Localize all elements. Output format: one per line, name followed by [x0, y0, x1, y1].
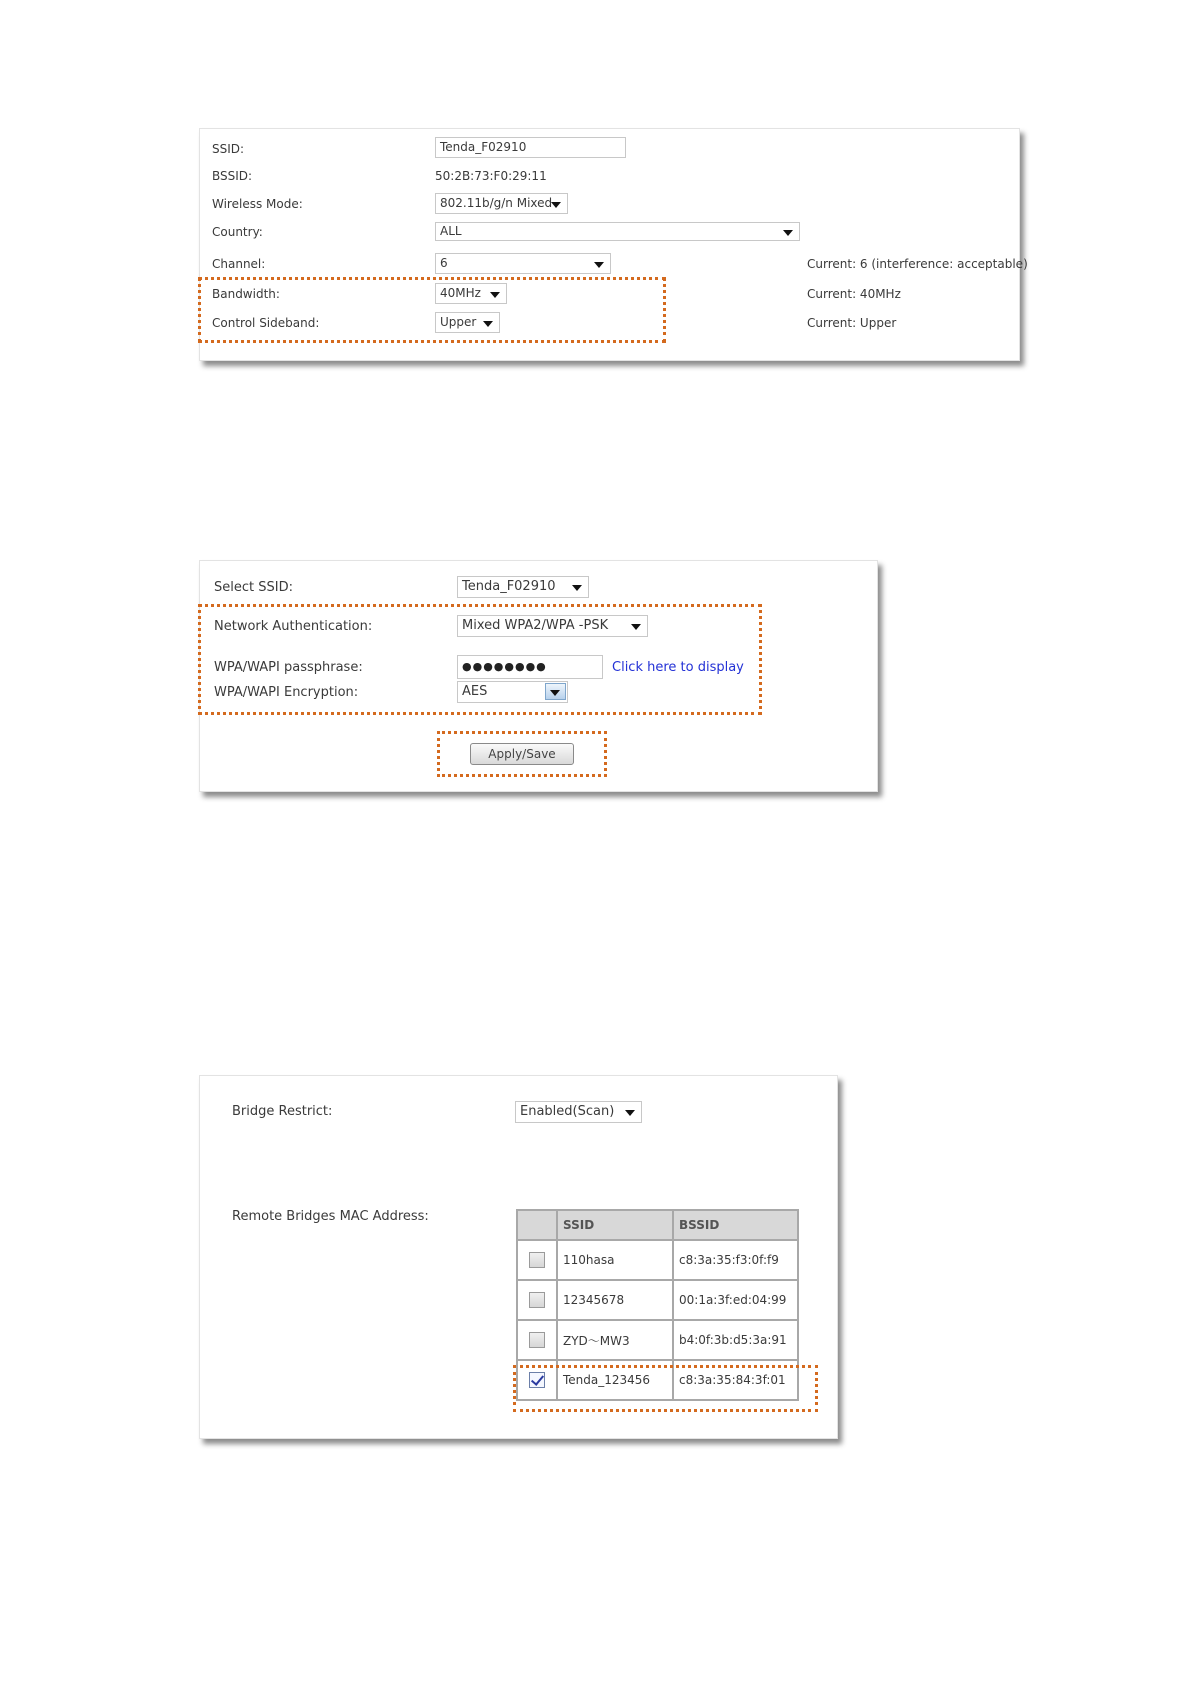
select-ssid-label: Select SSID:	[214, 580, 293, 595]
row-bssid: 00:1a:3f:ed:04:99	[673, 1280, 798, 1320]
bssid-column-header: BSSID	[673, 1210, 798, 1240]
network-authentication-value: Mixed WPA2/WPA -PSK	[462, 618, 609, 633]
channel-value: 6	[440, 256, 448, 270]
control-sideband-value: Upper	[440, 315, 477, 329]
row-ssid: ZYD～MW3	[557, 1320, 673, 1360]
chevron-down-icon	[783, 230, 793, 236]
bandwidth-value: 40MHz	[440, 286, 481, 300]
bridge-restrict-label: Bridge Restrict:	[232, 1104, 333, 1119]
ssid-column-header: SSID	[557, 1210, 673, 1240]
display-passphrase-link[interactable]: Click here to display	[612, 660, 744, 675]
bandwidth-label: Bandwidth:	[212, 287, 280, 301]
row-checkbox[interactable]	[529, 1292, 545, 1308]
row-checkbox[interactable]	[529, 1252, 545, 1268]
control-sideband-label: Control Sideband:	[212, 316, 320, 330]
ssid-input[interactable]: Tenda_F02910	[435, 137, 626, 158]
encryption-label: WPA/WAPI Encryption:	[214, 685, 359, 700]
row-select-cell	[517, 1280, 557, 1320]
apply-save-button[interactable]: Apply/Save	[470, 743, 574, 765]
country-value: ALL	[440, 224, 462, 238]
ssid-label: SSID:	[212, 142, 245, 156]
remote-bridges-label: Remote Bridges MAC Address:	[232, 1209, 429, 1224]
row-checkbox[interactable]	[529, 1332, 545, 1348]
apply-highlight-box	[437, 731, 607, 777]
bridge-restrict-value: Enabled(Scan)	[520, 1104, 615, 1119]
row-ssid: 12345678	[557, 1280, 673, 1320]
row-select-cell	[517, 1240, 557, 1280]
bandwidth-highlight-box	[198, 277, 666, 343]
table-row	[517, 1280, 798, 1320]
chevron-down-icon	[625, 1110, 635, 1116]
select-column-header	[517, 1210, 557, 1240]
country-label: Country:	[212, 225, 263, 239]
country-select[interactable]	[435, 222, 800, 241]
table-header-row	[517, 1210, 798, 1240]
bssid-value: 50:2B:73:F0:29:11	[435, 169, 547, 183]
security-highlight-box	[198, 604, 762, 715]
wireless-mode-select[interactable]	[435, 193, 568, 214]
wireless-mode-label: Wireless Mode:	[212, 197, 303, 211]
wireless-mode-value: 802.11b/g/n Mixed	[440, 196, 553, 210]
channel-select[interactable]	[435, 253, 611, 274]
select-ssid-select[interactable]	[457, 576, 589, 598]
passphrase-label: WPA/WAPI passphrase:	[214, 660, 363, 675]
table-row	[517, 1240, 798, 1280]
row-bssid: c8:3a:35:84:3f:01	[673, 1360, 798, 1400]
select-ssid-value: Tenda_F02910	[462, 579, 556, 594]
chevron-down-icon	[551, 202, 561, 208]
table-row	[517, 1320, 798, 1360]
chevron-down-icon	[572, 585, 582, 591]
channel-current: Current: 6 (interference: acceptable)	[807, 257, 1028, 271]
bandwidth-current: Current: 40MHz	[807, 287, 901, 301]
network-authentication-label: Network Authentication:	[214, 619, 373, 634]
passphrase-input[interactable]: ●●●●●●●●	[457, 655, 603, 679]
channel-label: Channel:	[212, 257, 266, 271]
chevron-down-icon	[594, 262, 604, 268]
row-bssid: c8:3a:35:f3:0f:f9	[673, 1240, 798, 1280]
bridge-restrict-select[interactable]	[515, 1101, 642, 1123]
bssid-label: BSSID:	[212, 169, 253, 183]
row-select-cell	[517, 1320, 557, 1360]
row-ssid: Tenda_123456	[557, 1360, 673, 1400]
control-sideband-current: Current: Upper	[807, 316, 897, 330]
encryption-value: AES	[462, 684, 488, 699]
row-bssid: b4:0f:3b:d5:3a:91	[673, 1320, 798, 1360]
selected-bridge-highlight-box	[513, 1365, 818, 1412]
row-ssid: 110hasa	[557, 1240, 673, 1280]
